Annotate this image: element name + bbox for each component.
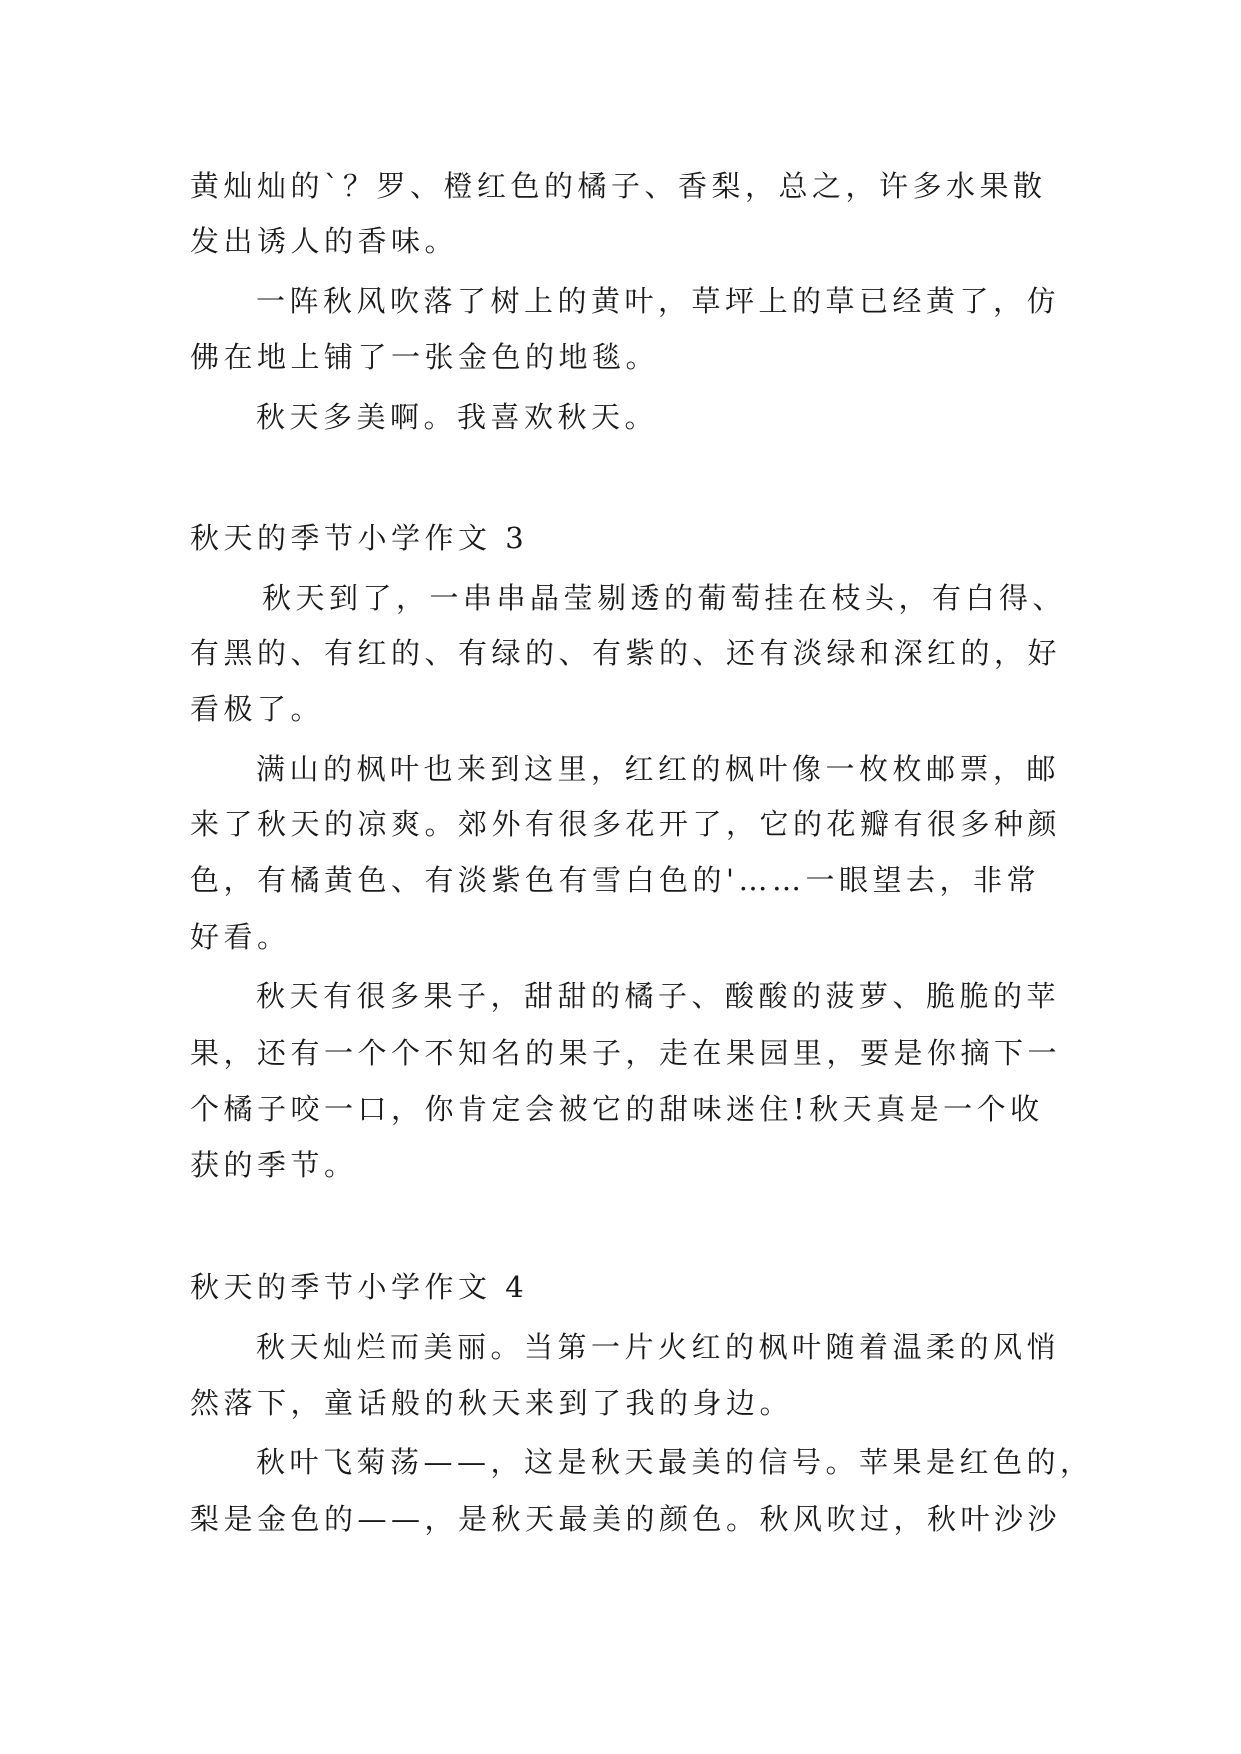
section-heading-3: 秋天的季节小学作文 3 (190, 521, 529, 555)
paragraph-line: 个橘子咬一口，你肯定会被它的甜味迷住!秋天真是一个收 (190, 1092, 1044, 1126)
paragraph-line: 然落下，童话般的秋天来到了我的身边。 (190, 1386, 794, 1420)
section-heading-4: 秋天的季节小学作文 4 (190, 1270, 529, 1304)
paragraph-line: 好看。 (190, 920, 291, 954)
paragraph-line: 秋天多美啊。我喜欢秋天。 (256, 400, 659, 434)
paragraph-line: 秋天到了，一串串晶莹剔透的葡萄挂在枝头，有白得、 (262, 581, 1067, 615)
paragraph-line: 果，还有一个个不知名的果子，走在果园里，要是你摘下一 (190, 1036, 1062, 1070)
paragraph-line: 佛在地上铺了一张金色的地毯。 (190, 340, 660, 374)
paragraph-line: 获的季节。 (190, 1148, 358, 1182)
paragraph-line: 满山的枫叶也来到这里，红红的枫叶像一枚枚邮票，邮 (256, 752, 1061, 786)
paragraph-line: 一阵秋风吹落了树上的黄叶，草坪上的草已经黄了，仿 (256, 284, 1061, 318)
paragraph-line: 色，有橘黄色、有淡紫色有雪白色的'……一眼望去，非常 (190, 863, 1040, 897)
paragraph-line: 发出诱人的香味。 (190, 224, 459, 258)
paragraph-line: 梨是金色的——，是秋天最美的颜色。秋风吹过，秋叶沙沙 (190, 1502, 1062, 1536)
paragraph-line: 秋天有很多果子，甜甜的橘子、酸酸的菠萝、脆脆的苹 (256, 979, 1061, 1013)
paragraph-line: 来了秋天的凉爽。郊外有很多花开了，它的花瓣有很多种颜 (190, 807, 1062, 841)
paragraph-line: 黄灿灿的`？罗、橙红色的橘子、香梨，总之，许多水果散 (190, 169, 1047, 203)
paragraph-line: 有黑的、有红的、有绿的、有紫的、还有淡绿和深红的，好 (190, 636, 1062, 670)
paragraph-line: 秋天灿烂而美丽。当第一片火红的枫叶随着温柔的风悄 (256, 1330, 1061, 1364)
paragraph-line: 秋叶飞菊荡——，这是秋天最美的信号。苹果是红色的， (256, 1445, 1094, 1479)
paragraph-line: 看极了。 (190, 692, 325, 726)
